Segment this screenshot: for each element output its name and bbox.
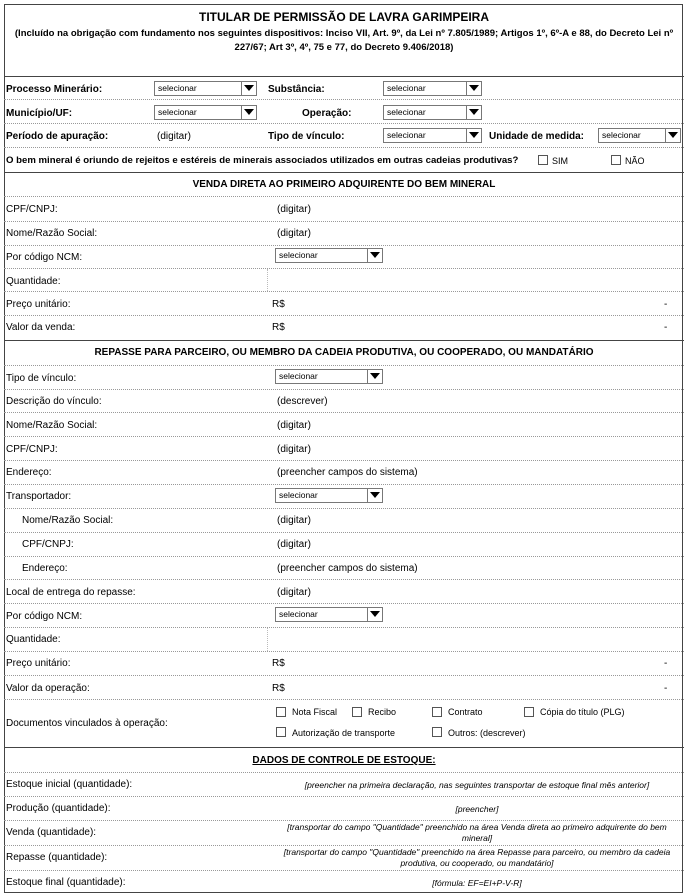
recibo-checkbox[interactable] bbox=[352, 707, 362, 717]
venda-valor-label: Valor da venda: bbox=[6, 322, 76, 333]
producao-label: Produção (quantidade): bbox=[6, 803, 111, 814]
divider bbox=[4, 772, 684, 773]
form-subtitle-line1: (Incluído na obrigação com fundamento nos seguintes dispositivos: Inciso VII, Art. 9º, da Lei nº 7.805/1989; Artigos 1º, 6º-A e 88, do Decreto Lei nº bbox=[14, 28, 674, 39]
venda-nome-label: Nome/Razão Social: bbox=[6, 228, 98, 239]
periodo-label: Período de apuração: bbox=[6, 131, 109, 142]
venda-preco-value[interactable]: - bbox=[664, 299, 668, 310]
divider bbox=[4, 870, 684, 871]
transportador-cpf-input[interactable]: (digitar) bbox=[277, 539, 311, 550]
divider bbox=[267, 269, 268, 291]
repasse-preco-value[interactable]: - bbox=[664, 658, 668, 669]
contrato-label: Contrato bbox=[448, 707, 483, 717]
sim-checkbox[interactable] bbox=[538, 155, 548, 165]
divider bbox=[4, 460, 684, 461]
repasse-descricao-label: Descrição do vínculo: bbox=[6, 396, 102, 407]
venda-quantidade-estoque-value-2[interactable]: mineral] bbox=[461, 833, 493, 843]
repasse-ncm-select[interactable]: selecionar bbox=[275, 607, 383, 622]
divider bbox=[4, 747, 684, 748]
repasse-endereco-label: Endereço: bbox=[6, 467, 52, 478]
venda-valor-value[interactable]: - bbox=[664, 322, 668, 333]
venda-quantidade-estoque-label: Venda (quantidade): bbox=[6, 827, 97, 838]
transportador-select[interactable]: selecionar bbox=[275, 488, 383, 503]
chevron-down-icon bbox=[370, 611, 380, 617]
local-entrega-input[interactable]: (digitar) bbox=[277, 587, 311, 598]
nao-checkbox[interactable] bbox=[611, 155, 621, 165]
repasse-quantidade-estoque-label: Repasse (quantidade): bbox=[6, 852, 108, 863]
venda-preco-label: Preço unitário: bbox=[6, 299, 71, 310]
divider bbox=[4, 508, 684, 509]
divider bbox=[4, 699, 684, 700]
repasse-nome-input[interactable]: (digitar) bbox=[277, 420, 311, 431]
repasse-valor-value[interactable]: - bbox=[664, 683, 668, 694]
transportador-cpf-label: CPF/CNPJ: bbox=[22, 539, 74, 550]
transportador-endereco-input[interactable]: (preencher campos do sistema) bbox=[277, 563, 418, 574]
chevron-down-icon bbox=[244, 109, 254, 115]
divider bbox=[4, 196, 684, 197]
venda-quantidade-estoque-value-1[interactable]: [transportar do campo "Quantidade" preenchido na área Venda direta ao primeiro adquirente do bem bbox=[287, 822, 667, 832]
divider bbox=[4, 556, 684, 557]
divider bbox=[4, 579, 684, 580]
substancia-select[interactable]: selecionar bbox=[383, 81, 482, 96]
transportador-label: Transportador: bbox=[6, 491, 72, 502]
documentos-label: Documentos vinculados à operação: bbox=[6, 718, 168, 729]
nao-label: NÃO bbox=[625, 156, 645, 166]
repasse-cpf-label: CPF/CNPJ: bbox=[6, 444, 58, 455]
divider bbox=[4, 268, 684, 269]
venda-cpf-label: CPF/CNPJ: bbox=[6, 204, 58, 215]
nota-fiscal-checkbox[interactable] bbox=[276, 707, 286, 717]
form-title: TITULAR DE PERMISSÃO DE LAVRA GARIMPEIRA bbox=[198, 10, 489, 24]
estoque-section-title: DADOS DE CONTROLE DE ESTOQUE: bbox=[252, 755, 436, 766]
processo-label: Processo Minerário: bbox=[6, 84, 103, 95]
chevron-down-icon bbox=[469, 132, 479, 138]
municipio-label: Município/UF: bbox=[6, 108, 73, 119]
venda-cpf-input[interactable]: (digitar) bbox=[277, 204, 311, 215]
repasse-endereco-input[interactable]: (preencher campos do sistema) bbox=[277, 467, 418, 478]
repasse-descricao-input[interactable]: (descrever) bbox=[277, 396, 328, 407]
repasse-section-title: REPASSE PARA PARCEIRO, OU MEMBRO DA CADEIA PRODUTIVA, OU COOPERADO, OU MANDATÁRIO bbox=[94, 347, 594, 358]
venda-section-title: VENDA DIRETA AO PRIMEIRO ADQUIRENTE DO BEM MINERAL bbox=[192, 179, 496, 190]
transportador-nome-label: Nome/Razão Social: bbox=[22, 515, 114, 526]
divider bbox=[4, 796, 684, 797]
tipo-vinculo-label: Tipo de vínculo: bbox=[268, 131, 345, 142]
venda-valor-currency: R$ bbox=[272, 322, 285, 333]
divider bbox=[4, 315, 684, 316]
divider bbox=[267, 628, 268, 651]
chevron-down-icon bbox=[370, 373, 380, 379]
copia-titulo-checkbox[interactable] bbox=[524, 707, 534, 717]
unidade-label: Unidade de medida: bbox=[489, 131, 585, 142]
operacao-label: Operação: bbox=[302, 108, 352, 119]
chevron-down-icon bbox=[244, 85, 254, 91]
repasse-tipo-label: Tipo de vínculo: bbox=[6, 373, 77, 384]
divider bbox=[4, 147, 684, 148]
chevron-down-icon bbox=[668, 132, 678, 138]
divider bbox=[4, 76, 684, 77]
estoque-inicial-label: Estoque inicial (quantidade): bbox=[6, 779, 133, 790]
producao-value[interactable]: [preencher] bbox=[455, 804, 499, 814]
divider bbox=[4, 365, 684, 366]
repasse-cpf-input[interactable]: (digitar) bbox=[277, 444, 311, 455]
divider bbox=[4, 340, 684, 341]
contrato-checkbox[interactable] bbox=[432, 707, 442, 717]
divider bbox=[4, 172, 684, 173]
divider bbox=[4, 123, 684, 124]
tipo-vinculo-select[interactable]: selecionar bbox=[383, 128, 482, 143]
chevron-down-icon bbox=[370, 492, 380, 498]
nota-fiscal-label: Nota Fiscal bbox=[292, 707, 338, 717]
sim-label: SIM bbox=[552, 156, 569, 166]
divider bbox=[4, 389, 684, 390]
chevron-down-icon bbox=[469, 109, 479, 115]
estoque-final-value[interactable]: [fórmula: EF=EI+P-V-R] bbox=[432, 878, 522, 888]
divider bbox=[4, 845, 684, 846]
operacao-select[interactable]: selecionar bbox=[383, 105, 482, 120]
venda-quantidade-label: Quantidade: bbox=[6, 276, 61, 287]
venda-preco-currency: R$ bbox=[272, 299, 285, 310]
transportador-nome-input[interactable]: (digitar) bbox=[277, 515, 311, 526]
autorizacao-checkbox[interactable] bbox=[276, 727, 286, 737]
venda-ncm-label: Por código NCM: bbox=[6, 252, 83, 263]
repasse-quantidade-estoque-value-1[interactable]: [transportar do campo "Quantidade" preenchido na área Repasse para parceiro, ou membro da cadeia bbox=[283, 847, 671, 857]
outros-checkbox[interactable] bbox=[432, 727, 442, 737]
periodo-input[interactable]: (digitar) bbox=[157, 131, 191, 142]
divider bbox=[4, 651, 684, 652]
form-subtitle-line2: 227/67; Art 3º, 4º, 75 e 77, do Decreto 9.406/2018) bbox=[234, 42, 454, 53]
estoque-inicial-value[interactable]: [preencher na primeira declaração, nas seguintes transportar de estoque final mês anterior] bbox=[304, 780, 650, 790]
repasse-quantidade-label: Quantidade: bbox=[6, 634, 61, 645]
municipio-select[interactable]: selecionar bbox=[154, 105, 257, 120]
transportador-endereco-label: Endereço: bbox=[22, 563, 68, 574]
divider bbox=[4, 675, 684, 676]
outros-label: Outros: (descrever) bbox=[448, 728, 526, 738]
repasse-valor-currency: R$ bbox=[272, 683, 285, 694]
unidade-select[interactable]: selecionar bbox=[598, 128, 681, 143]
chevron-down-icon bbox=[370, 252, 380, 258]
repasse-preco-label: Preço unitário: bbox=[6, 658, 71, 669]
estoque-final-label: Estoque final (quantidade): bbox=[6, 877, 126, 888]
processo-select[interactable]: selecionar bbox=[154, 81, 257, 96]
substancia-label: Substância: bbox=[268, 84, 325, 95]
divider bbox=[4, 412, 684, 413]
repasse-tipo-select[interactable]: selecionar bbox=[275, 369, 383, 384]
divider bbox=[4, 245, 684, 246]
recibo-label: Recibo bbox=[368, 707, 397, 717]
divider bbox=[4, 627, 684, 628]
chevron-down-icon bbox=[469, 85, 479, 91]
divider bbox=[4, 603, 684, 604]
copia-titulo-label: Cópia do título (PLG) bbox=[540, 707, 625, 717]
divider bbox=[4, 820, 684, 821]
venda-ncm-select[interactable]: selecionar bbox=[275, 248, 383, 263]
rejeitos-question: O bem mineral é oriundo de rejeitos e estéreis de minerais associados utilizados em outras cadeias produtivas? bbox=[6, 155, 519, 166]
repasse-ncm-label: Por código NCM: bbox=[6, 611, 83, 622]
divider bbox=[4, 436, 684, 437]
divider bbox=[4, 99, 684, 100]
repasse-nome-label: Nome/Razão Social: bbox=[6, 420, 98, 431]
divider bbox=[4, 484, 684, 485]
repasse-quantidade-estoque-value-2[interactable]: produtiva, ou cooperado, ou mandatário] bbox=[400, 858, 554, 868]
repasse-valor-label: Valor da operação: bbox=[6, 683, 90, 694]
divider bbox=[4, 532, 684, 533]
repasse-preco-currency: R$ bbox=[272, 658, 285, 669]
autorizacao-label: Autorização de transporte bbox=[292, 728, 396, 738]
venda-nome-input[interactable]: (digitar) bbox=[277, 228, 311, 239]
divider bbox=[4, 291, 684, 292]
local-entrega-label: Local de entrega do repasse: bbox=[6, 587, 136, 598]
divider bbox=[4, 221, 684, 222]
